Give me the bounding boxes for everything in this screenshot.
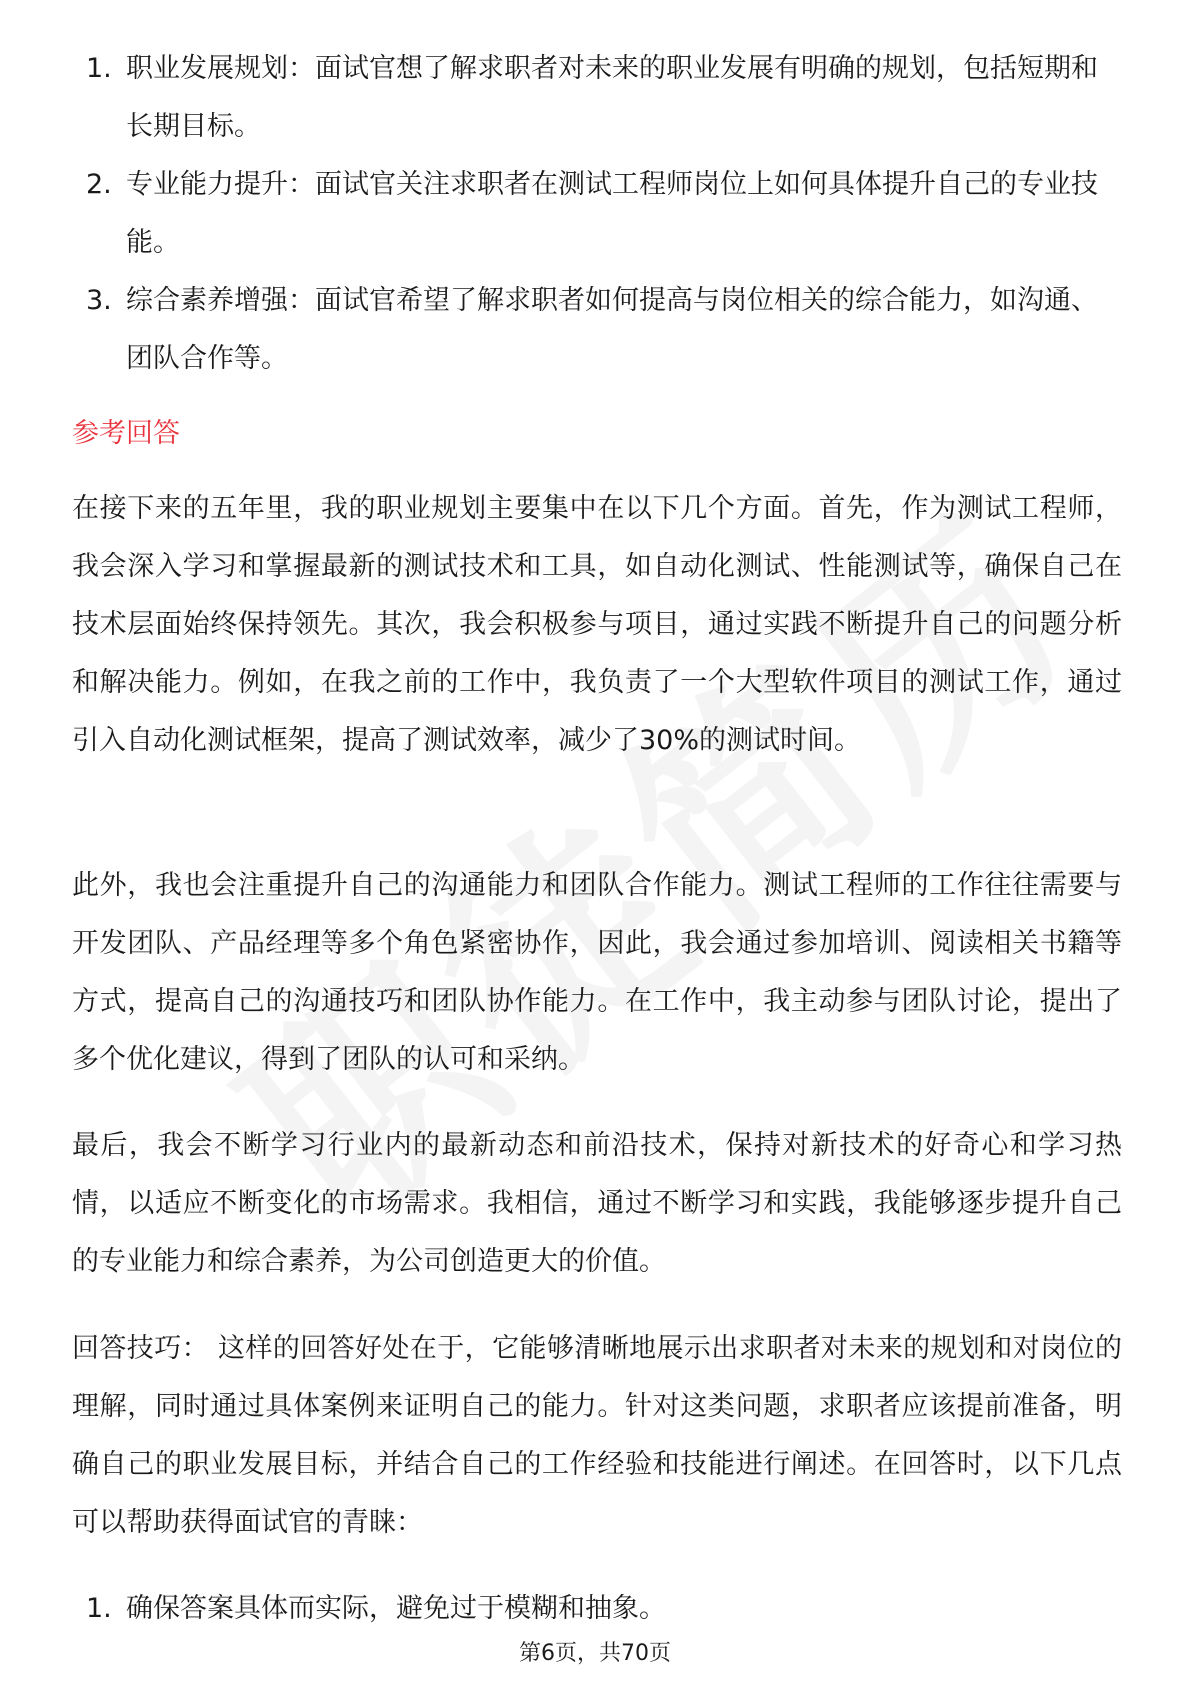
list-item [72, 272, 1122, 388]
list-item-number: 2. [86, 169, 112, 200]
list-item [72, 1580, 1122, 1638]
answer-paragraph: 在接下来的五年里，我的职业规划主要集中在以下几个方面。首先，作为测试工程师，我会深入学习和掌握最新的测试技术和工具，如自动化测试、性能测试等，确保自己在技术层面始终保持领先。其次，我会积极参与项目，通过实践不断提升自己的问题分析和解决能力。例如，在我之前的工作中，我负责了一个大型软件项目的测试工作，通过引入自动化测试框架，提高了测试效率，减少了30%的测试时间。 [72, 493, 1122, 756]
list-item-text: 确保答案具体而实际，避免过于模糊和抽象。 [126, 1593, 666, 1624]
list-item-text: 职业发展规划：面试官想了解求职者对未来的职业发展有明确的规划，包括短期和长期目标。 [126, 53, 1098, 142]
interviewer-focus-list [72, 40, 1122, 388]
answer-paragraph: 最后，我会不断学习行业内的最新动态和前沿技术，保持对新技术的好奇心和学习热情，以适应不断变化的市场需求。我相信，通过不断学习和实践，我能够逐步提升自己的专业能力和综合素养，为公司创造更大的价值。 [72, 1130, 1122, 1277]
page-number-footer: 第6页，共70页 [519, 1641, 671, 1666]
list-item-number: 3. [86, 285, 112, 316]
list-item [72, 40, 1122, 156]
section-heading-reference-answer: 参考回答 [72, 418, 180, 449]
answer-tips-paragraph: 回答技巧： 这样的回答好处在于，它能够清晰地展示出求职者对未来的规划和对岗位的理解，同时通过具体案例来证明自己的能力。针对这类问题，求职者应该提前准备，明确自己的职业发展目标，并结合自己的工作经验和技能进行阐述。在回答时，以下几点可以帮助获得面试官的青睐： [72, 1333, 1122, 1538]
answer-paragraph: 此外，我也会注重提升自己的沟通能力和团队合作能力。测试工程师的工作往往需要与开发团队、产品经理等多个角色紧密协作，因此，我会通过参加培训、阅读相关书籍等方式，提高自己的沟通技巧和团队协作能力。在工作中，我主动参与团队讨论，提出了多个优化建议，得到了团队的认可和采纳。 [72, 870, 1122, 1075]
list-item-number: 1. [86, 53, 112, 84]
tips-list [72, 1580, 1122, 1638]
list-item-number: 1. [86, 1593, 112, 1624]
list-item-text: 综合素养增强：面试官希望了解求职者如何提高与岗位相关的综合能力，如沟通、团队合作等。 [126, 285, 1098, 374]
list-item-text: 专业能力提升：面试官关注求职者在测试工程师岗位上如何具体提升自己的专业技能。 [126, 169, 1098, 258]
list-item [72, 156, 1122, 272]
